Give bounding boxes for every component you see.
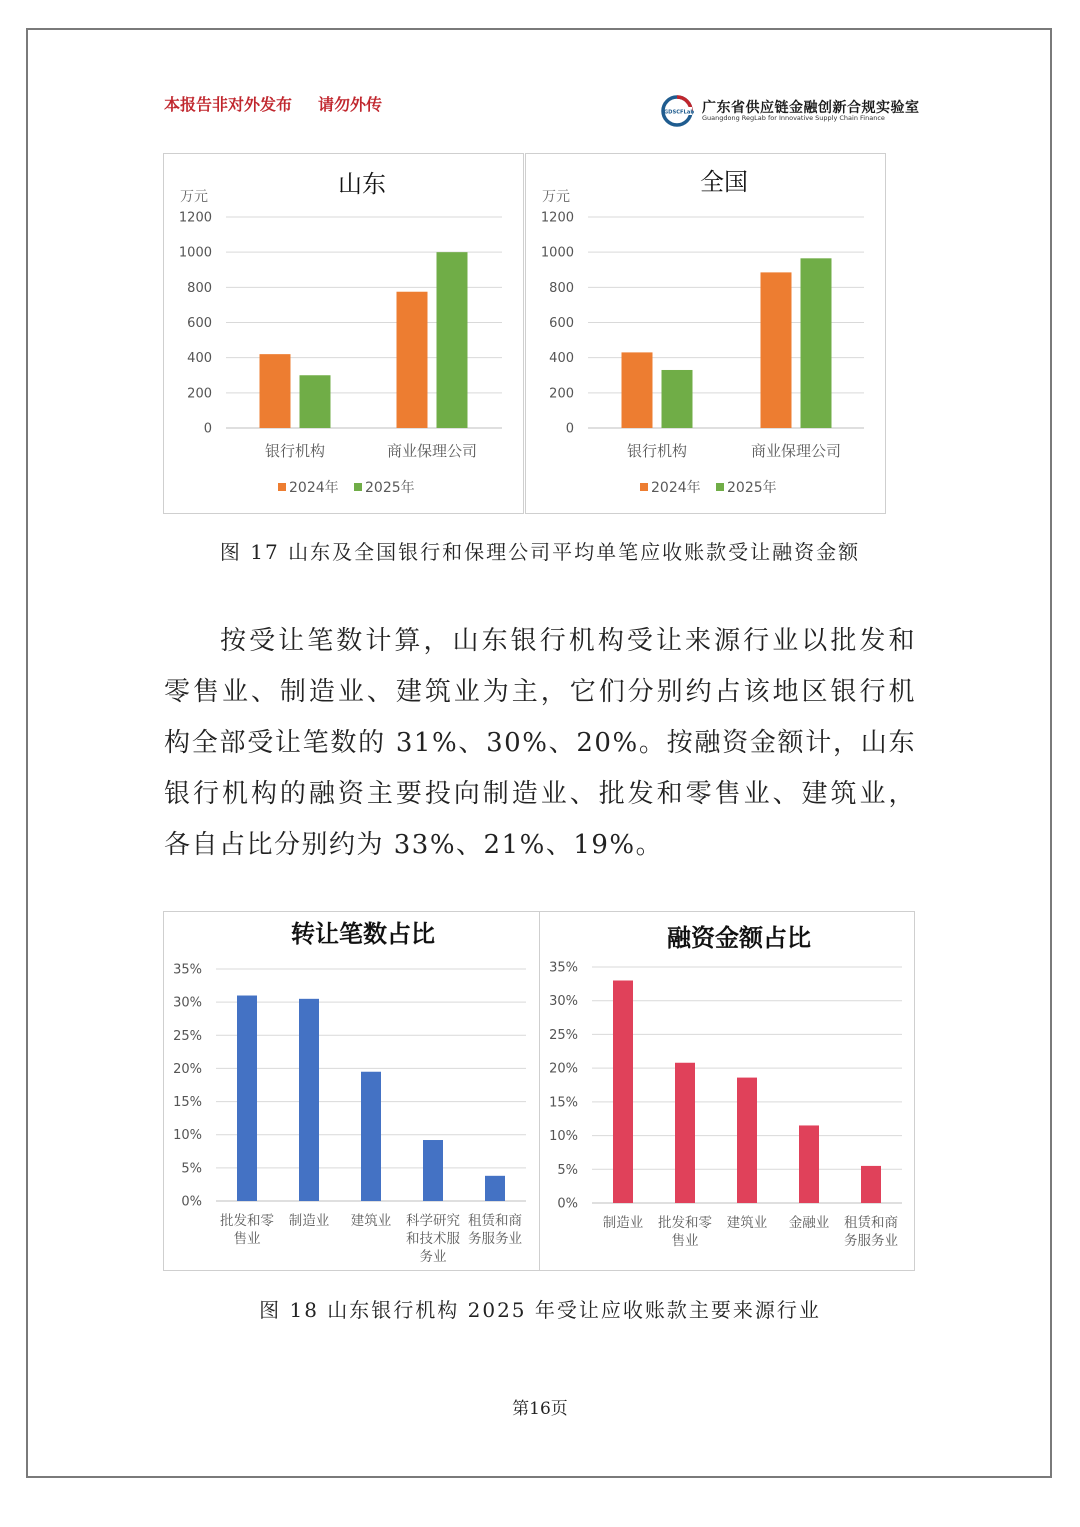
- chart-y-tick-label: 400: [187, 351, 212, 367]
- chart-y-tick-label: 1000: [540, 245, 574, 261]
- chart-category-label: 科学研究: [406, 1213, 460, 1229]
- chart-transfer-count-share: [163, 911, 540, 1271]
- chart-legend-swatch: [716, 483, 724, 491]
- page-number: 第16页: [512, 1399, 568, 1419]
- chart-y-tick-label: 0: [203, 421, 212, 437]
- chart-y-tick-label: 0: [565, 421, 574, 437]
- chart-y-tick-label: 800: [187, 280, 212, 296]
- chart-shandong-avg-amount: [163, 153, 524, 514]
- chart-y-tick-label: 1000: [178, 245, 212, 261]
- chart-category-label: 商业保理公司: [386, 442, 478, 460]
- chart-y-tick-label: 35%: [173, 962, 202, 978]
- chart-category-label: 和技术服: [406, 1231, 460, 1247]
- chart-y-tick-label: 200: [549, 386, 574, 402]
- confidential-notice: [164, 92, 382, 115]
- chart-category-label: 售业: [233, 1231, 261, 1247]
- chart-bar: [260, 354, 291, 428]
- chart-unit-label: 万元: [542, 189, 570, 205]
- chart-legend-swatch: [278, 483, 286, 491]
- chart-legend-swatch: [640, 483, 648, 491]
- chart-category-label: 批发和零: [220, 1213, 274, 1229]
- chart-national-avg-amount: [525, 153, 886, 514]
- chart-bar: [237, 996, 257, 1201]
- lab-logo-mark-icon: [660, 94, 698, 128]
- chart-y-tick-label: 15%: [549, 1095, 578, 1111]
- chart-bar: [300, 375, 331, 428]
- chart-bar: [485, 1176, 505, 1201]
- chart-y-tick-label: 5%: [181, 1161, 202, 1177]
- chart-bar: [662, 370, 693, 428]
- chart-title: 转让笔数占比: [291, 920, 435, 948]
- chart-bar: [861, 1166, 881, 1203]
- body-line: 银行机构的融资主要投向制造业、批发和零售业、建筑业，: [164, 779, 916, 809]
- chart-bar: [675, 1063, 695, 1203]
- chart-y-tick-label: 30%: [173, 995, 202, 1011]
- chart-y-tick-label: 10%: [549, 1129, 578, 1145]
- chart-financing-amount-share: [539, 911, 915, 1271]
- figure-18-caption: 图 18 山东银行机构 2025 年受让应收账款主要来源行业: [259, 1298, 821, 1322]
- chart-unit-label: 万元: [180, 189, 208, 205]
- body-line: 各自占比分别约为 33%、21%、19%。: [164, 830, 664, 860]
- chart-bar: [622, 352, 653, 428]
- chart-legend-label: 2025年: [727, 480, 777, 496]
- chart-bar: [613, 980, 633, 1203]
- chart-legend-label: 2025年: [365, 480, 415, 496]
- lab-logo-title: 广东省供应链金融创新合规实验室: [702, 100, 920, 116]
- chart-bar: [437, 252, 468, 428]
- chart-bar: [423, 1140, 443, 1201]
- chart-title: 融资金额占比: [667, 924, 811, 952]
- chart-y-tick-label: 600: [549, 316, 574, 331]
- chart-y-tick-label: 10%: [173, 1128, 202, 1144]
- chart-category-label: 制造业: [602, 1215, 644, 1231]
- lab-logo: [660, 94, 920, 128]
- chart-category-label: 金融业: [788, 1215, 830, 1231]
- chart-bar: [801, 258, 832, 428]
- chart-bar: [397, 292, 428, 428]
- chart-bar: [361, 1072, 381, 1201]
- chart-category-label: 银行机构: [626, 442, 688, 460]
- chart-category-label: 租赁和商: [468, 1213, 522, 1229]
- body-line: 构全部受让笔数的 31%、30%、20%。按融资金额计，山东: [164, 728, 916, 758]
- chart-category-label: 务业: [419, 1249, 447, 1265]
- chart-y-tick-label: 0%: [181, 1194, 202, 1210]
- chart-category-label: 租赁和商: [844, 1215, 898, 1231]
- chart-y-tick-label: 30%: [549, 994, 578, 1010]
- chart-y-tick-label: 35%: [549, 960, 578, 976]
- lab-logo-subtitle: Guangdong RegLab for Innovative Supply Chain Finance: [702, 114, 885, 122]
- chart-y-tick-label: 400: [549, 351, 574, 367]
- chart-title: 山东: [338, 170, 386, 198]
- chart-y-tick-label: 1200: [540, 210, 574, 226]
- chart-y-tick-label: 1200: [178, 210, 212, 226]
- chart-bar: [299, 999, 319, 1201]
- chart-category-label: 建筑业: [726, 1215, 768, 1231]
- chart-category-label: 银行机构: [264, 442, 326, 460]
- chart-y-tick-label: 20%: [549, 1061, 578, 1077]
- chart-y-tick-label: 20%: [173, 1061, 202, 1077]
- lab-logo-mark-text: GDSCFLab: [663, 109, 695, 116]
- chart-category-label: 建筑业: [350, 1213, 392, 1229]
- chart-y-tick-label: 800: [549, 280, 574, 296]
- chart-legend-label: 2024年: [651, 480, 701, 496]
- chart-legend-label: 2024年: [289, 480, 339, 496]
- chart-y-tick-label: 5%: [557, 1162, 578, 1178]
- chart-bar: [799, 1125, 819, 1203]
- chart-title: 全国: [700, 168, 748, 196]
- chart-category-label: 务服务业: [468, 1231, 522, 1247]
- chart-category-label: 售业: [671, 1233, 699, 1249]
- confidential-notice-2: 请勿外传: [318, 95, 383, 114]
- figure-17-caption: 图 17 山东及全国银行和保理公司平均单笔应收账款受让融资金额: [219, 540, 861, 564]
- body-paragraph: [164, 616, 916, 871]
- chart-y-tick-label: 0%: [557, 1196, 578, 1212]
- chart-category-label: 务服务业: [844, 1233, 898, 1249]
- chart-bar: [737, 1078, 757, 1203]
- chart-y-tick-label: 200: [187, 386, 212, 402]
- body-line: 按受让笔数计算，山东银行机构受让来源行业以批发和: [220, 626, 916, 656]
- body-line: 零售业、制造业、建筑业为主，它们分别约占该地区银行机: [164, 677, 916, 707]
- chart-category-label: 制造业: [288, 1213, 330, 1229]
- chart-y-tick-label: 600: [187, 316, 212, 331]
- chart-y-tick-label: 25%: [173, 1028, 202, 1044]
- chart-bar: [761, 272, 792, 428]
- chart-category-label: 批发和零: [658, 1215, 712, 1231]
- chart-legend-swatch: [354, 483, 362, 491]
- confidential-notice-1: 本报告非对外发布: [164, 95, 293, 114]
- chart-y-tick-label: 15%: [173, 1095, 202, 1111]
- chart-y-tick-label: 25%: [549, 1027, 578, 1043]
- chart-category-label: 商业保理公司: [750, 442, 842, 460]
